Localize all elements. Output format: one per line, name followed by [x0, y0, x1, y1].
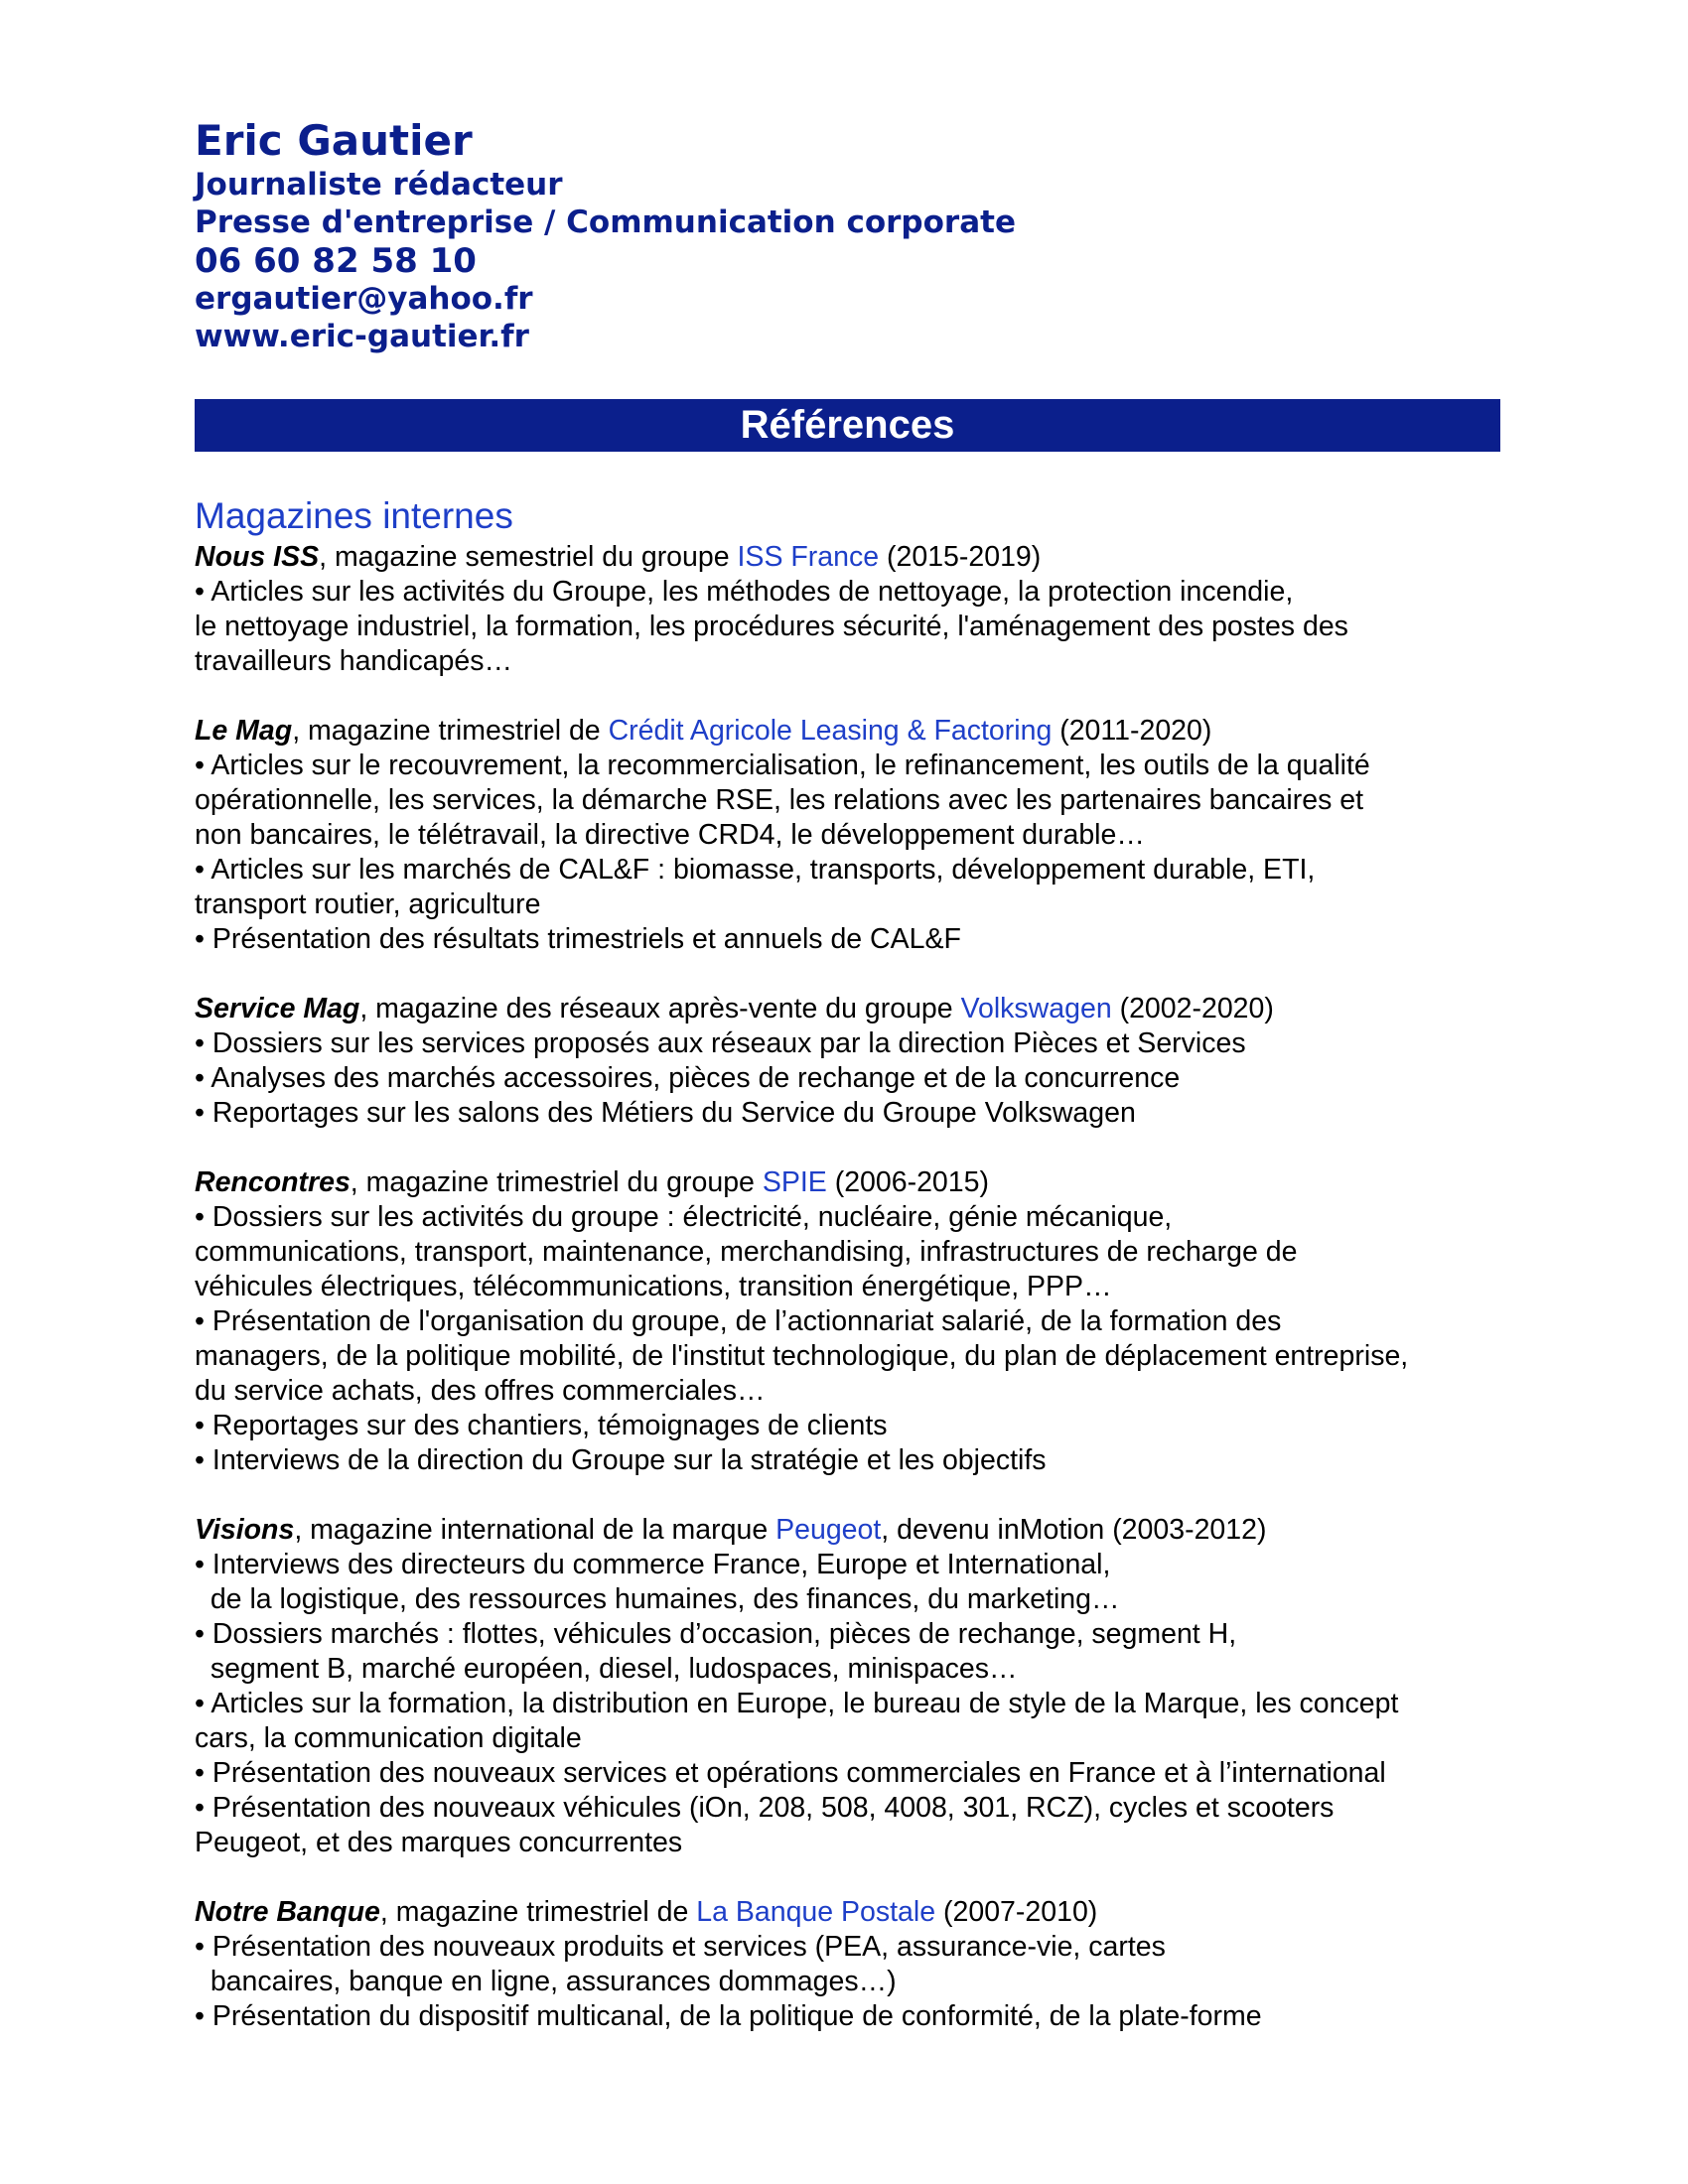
section-banner: Références [195, 399, 1500, 452]
period: (2011-2020) [1052, 715, 1212, 747]
magazine-title: Le Mag [195, 715, 293, 747]
references-content [195, 492, 1505, 2069]
detail-line: non bancaires, le télétravail, la directive CRD4, le développement durable… [195, 819, 1145, 851]
detail-line: du service achats, des offres commerciales… [195, 1375, 766, 1407]
detail-line: managers, de la politique mobilité, de l'institut technologique, du plan de déplacement entreprise, [195, 1340, 1409, 1372]
detail-line: véhicules électriques, télécommunications, transition énergétique, PPP… [195, 1271, 1112, 1302]
person-name: Eric Gautier [195, 116, 473, 165]
section-title: Magazines internes [195, 495, 513, 536]
entry-heading [195, 992, 1505, 1026]
reference-entry [195, 540, 1505, 679]
client-link[interactable]: ISS France [737, 541, 880, 573]
entry-heading [195, 714, 1505, 749]
period: (2007-2010) [935, 1896, 1098, 1928]
detail-line: • Dossiers sur les activités du groupe : électricité, nucléaire, génie mécanique, [195, 1201, 1173, 1233]
reference-entry [195, 992, 1505, 1131]
reference-entry [195, 1895, 1505, 2034]
detail-line: • Présentation des nouveaux services et opérations commerciales en France et à l’international [195, 1757, 1386, 1789]
email-link[interactable]: ergautier@yahoo.fr [195, 281, 533, 317]
period: (2002-2020) [1111, 993, 1274, 1024]
job-title: Journaliste rédacteur [195, 167, 563, 203]
magazine-description: , magazine trimestriel du groupe [350, 1166, 763, 1198]
detail-line: • Interviews de la direction du Groupe sur la stratégie et les objectifs [195, 1444, 1047, 1476]
detail-line: • Analyses des marchés accessoires, pièces de rechange et de la concurrence [195, 1062, 1181, 1094]
detail-line: • Reportages sur les salons des Métiers du Service du Groupe Volkswagen [195, 1097, 1136, 1129]
detail-line: travailleurs handicapés… [195, 645, 512, 677]
detail-line: • Présentation des nouveaux véhicules (iOn, 208, 508, 4008, 301, RCZ), cycles et scooters [195, 1792, 1335, 1824]
specialty: Presse d'entreprise / Communication corporate [195, 204, 1016, 240]
detail-line: Peugeot, et des marques concurrentes [195, 1827, 683, 1858]
client-link[interactable]: Peugeot [775, 1514, 882, 1546]
detail-line: • Reportages sur des chantiers, témoignages de clients [195, 1410, 888, 1441]
period: (2006-2015) [826, 1166, 989, 1198]
magazine-description: , magazine semestriel du groupe [319, 541, 738, 573]
client-link[interactable]: SPIE [762, 1166, 827, 1198]
magazine-description: , magazine trimestriel de [379, 1896, 697, 1928]
period: (2015-2019) [879, 541, 1042, 573]
detail-line: transport routier, agriculture [195, 888, 541, 920]
detail-line: opérationnelle, les services, la démarche RSE, les relations avec les partenaires bancaires et [195, 784, 1364, 816]
magazine-title: Notre Banque [195, 1896, 380, 1928]
phone-number: 06 60 82 58 10 [195, 241, 477, 281]
magazine-title: Service Mag [195, 993, 360, 1024]
entry-heading [195, 540, 1505, 575]
resume-header [195, 117, 1485, 355]
detail-line: • Dossiers sur les services proposés aux réseaux par la direction Pièces et Services [195, 1027, 1246, 1059]
client-link[interactable]: La Banque Postale [696, 1896, 936, 1928]
detail-line: de la logistique, des ressources humaines, des finances, du marketing… [195, 1583, 1120, 1615]
detail-line: • Articles sur le recouvrement, la recommercialisation, le refinancement, les outils de la qualité [195, 750, 1370, 781]
detail-line: cars, la communication digitale [195, 1722, 582, 1754]
detail-line: le nettoyage industriel, la formation, les procédures sécurité, l'aménagement des postes des [195, 611, 1348, 642]
client-link[interactable]: Crédit Agricole Leasing & Factoring [608, 715, 1053, 747]
reference-entry [195, 714, 1505, 957]
entry-heading [195, 1895, 1505, 1930]
magazine-description: , magazine international de la marque [294, 1514, 776, 1546]
magazine-description: , magazine trimestriel de [292, 715, 609, 747]
detail-line: communications, transport, maintenance, merchandising, infrastructures de recharge de [195, 1236, 1298, 1268]
client-link[interactable]: Volkswagen [960, 993, 1112, 1024]
reference-entry [195, 1513, 1505, 1860]
detail-line: segment B, marché européen, diesel, ludospaces, minispaces… [195, 1653, 1018, 1685]
magazine-title: Rencontres [195, 1166, 351, 1198]
detail-line: • Présentation des nouveaux produits et services (PEA, assurance-vie, cartes [195, 1931, 1166, 1963]
magazine-description: , magazine des réseaux après-vente du groupe [359, 993, 961, 1024]
reference-entry [195, 1165, 1505, 1478]
period: , devenu inMotion (2003-2012) [881, 1514, 1267, 1546]
detail-line: • Dossiers marchés : flottes, véhicules d’occasion, pièces de rechange, segment H, [195, 1618, 1237, 1650]
detail-line: • Présentation des résultats trimestriels et annuels de CAL&F [195, 923, 961, 955]
detail-line: • Articles sur la formation, la distribution en Europe, le bureau de style de la Marque, les concept [195, 1688, 1399, 1719]
entry-heading [195, 1513, 1505, 1548]
detail-line: • Articles sur les activités du Groupe, les méthodes de nettoyage, la protection incendie, [195, 576, 1294, 608]
detail-line: • Articles sur les marchés de CAL&F : biomasse, transports, développement durable, ETI, [195, 854, 1316, 886]
detail-line: bancaires, banque en ligne, assurances dommages…) [195, 1966, 897, 1997]
magazine-title: Visions [195, 1514, 295, 1546]
magazine-title: Nous ISS [195, 541, 320, 573]
detail-line: • Interviews des directeurs du commerce France, Europe et International, [195, 1549, 1111, 1580]
entry-heading [195, 1165, 1505, 1200]
website-link[interactable]: www.eric-gautier.fr [195, 318, 529, 354]
detail-line: • Présentation du dispositif multicanal, de la politique de conformité, de la plate-forme [195, 2000, 1262, 2032]
detail-line: • Présentation de l'organisation du groupe, de l’actionnariat salarié, de la formation des [195, 1305, 1282, 1337]
